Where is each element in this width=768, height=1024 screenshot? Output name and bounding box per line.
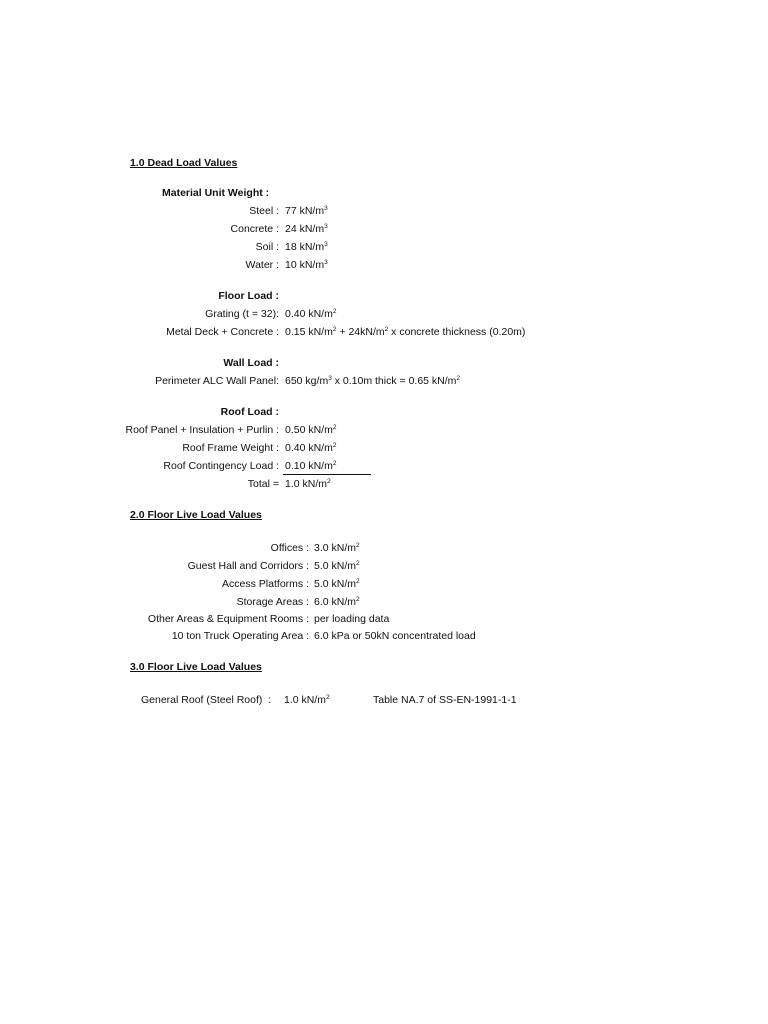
roof-value-contingency: 0.10 $kN/m^2$	[285, 460, 337, 472]
live-value-guest-hall: 5.0 $kN/m^2$	[314, 560, 360, 572]
material-value-water: 10 $kN/m^3$	[285, 259, 328, 271]
roof-label-contingency: Roof Contingency Load :	[163, 460, 279, 472]
wall-label-alc-panel: Perimeter ALC Wall Panel:	[155, 375, 279, 387]
roof-value-total: 1.0 $kN/m^2$	[285, 478, 331, 490]
live-label-truck-area: 10 ton Truck Operating Area :	[171, 630, 309, 642]
material-unit-weight-title: Material Unit Weight :	[162, 187, 270, 199]
floor-value-grating: 0.40 $kN/m^2$	[285, 308, 337, 320]
live-value-other-areas: per loading data	[314, 613, 390, 625]
material-value-concrete: 24 $kN/m^3$	[285, 223, 328, 235]
wall-value-alc-panel: 650 $kg/m^3$ x 0.10m thick = 0.65 $kN/m^2$	[285, 375, 461, 387]
floor-value-metal-deck: 0.15 $kN/m^2 + 24kN/m^2$ x concrete thickness (0.20m)	[285, 326, 526, 338]
floor-label-grating: Grating (t = 32):	[205, 308, 279, 320]
material-label-water: Water :	[245, 259, 279, 271]
roof-label-panel: Roof Panel + Insulation + Purlin :	[125, 424, 279, 436]
total-underline	[283, 474, 371, 475]
live-label-offices: Offices :	[270, 542, 309, 554]
roof-live-value: 1.0 $kN/m^2$	[284, 694, 330, 706]
live-value-truck-area: 6.0 kPa or 50kN concentrated load	[314, 630, 476, 642]
section-heading-roof-live-load: 3.0 Floor Live Load Values	[130, 661, 262, 673]
live-label-guest-hall: Guest Hall and Corridors :	[187, 560, 309, 572]
floor-load-title: Floor Load :	[218, 290, 279, 302]
roof-load-title: Roof Load :	[220, 406, 279, 418]
floor-label-metal-deck: Metal Deck + Concrete :	[166, 326, 279, 338]
wall-load-title: Wall Load :	[223, 357, 279, 369]
material-value-soil: 18 $kN/m^3$	[285, 241, 328, 253]
roof-live-reference: Table NA.7 of SS-EN-1991-1-1	[373, 694, 517, 706]
material-label-concrete: Concrete :	[230, 223, 279, 235]
roof-label-total: Total =	[247, 478, 279, 490]
material-label-soil: Soil :	[255, 241, 279, 253]
live-value-storage: 6.0 $kN/m^2$	[314, 596, 360, 608]
live-label-storage: Storage Areas :	[236, 596, 309, 608]
roof-label-frame: Roof Frame Weight :	[182, 442, 279, 454]
live-label-other-areas: Other Areas & Equipment Rooms :	[147, 613, 309, 625]
roof-value-panel: 0.50 $kN/m^2$	[285, 424, 337, 436]
roof-value-frame: 0.40 $kN/m^2$	[285, 442, 337, 454]
live-label-access-platforms: Access Platforms :	[222, 578, 309, 590]
section-heading-dead-load: 1.0 Dead Load Values	[130, 157, 238, 169]
material-value-steel: 77 $kN/m^3$	[285, 205, 328, 217]
roof-live-label: General Roof (Steel Roof) :	[141, 694, 272, 706]
material-label-steel: Steel :	[249, 205, 279, 217]
section-heading-floor-live-load: 2.0 Floor Live Load Values	[130, 509, 262, 521]
live-value-access-platforms: 5.0 $kN/m^2$	[314, 578, 360, 590]
live-value-offices: 3.0 $kN/m^2$	[314, 542, 360, 554]
